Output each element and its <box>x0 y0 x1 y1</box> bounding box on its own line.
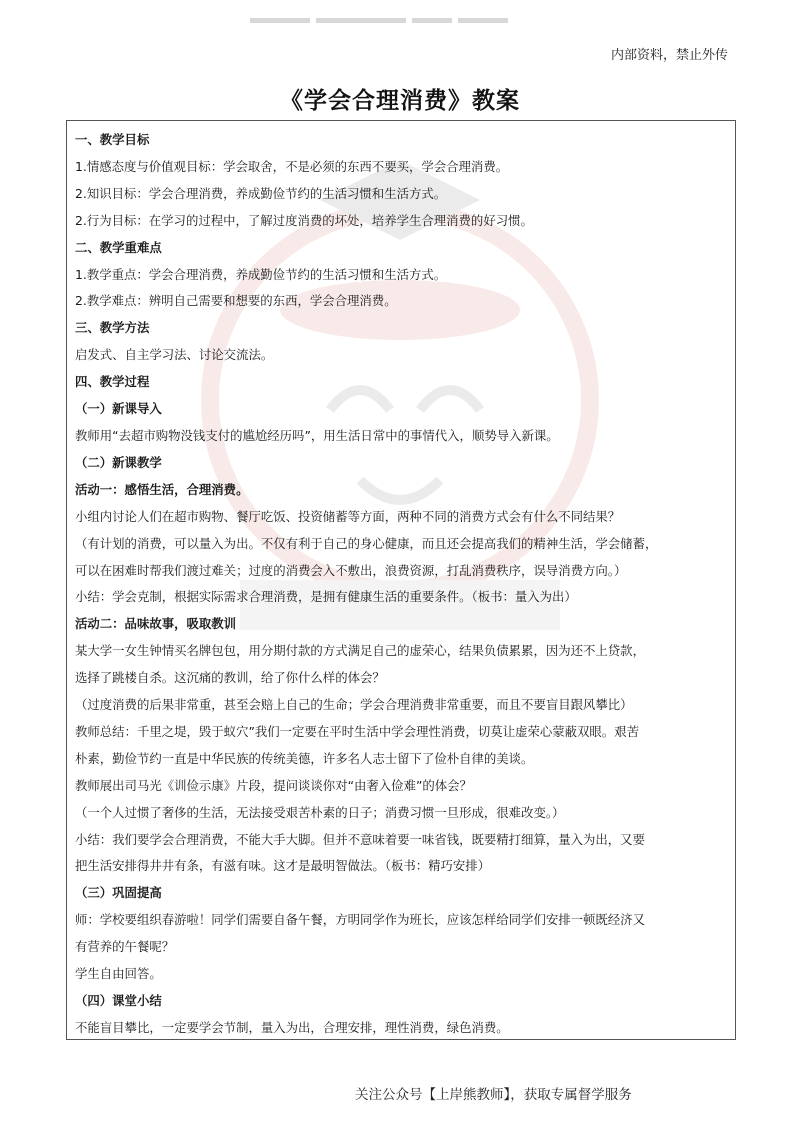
footer-promo: 关注公众号【上岸熊教师】，获取专属督学服务 <box>355 1087 632 1103</box>
body-line: 不能盲目攀比，一定要学会节制，量入为出，合理安排，理性消费，绿色消费。 <box>75 1019 509 1035</box>
body-line: 学生自由回答。 <box>75 966 162 982</box>
body-line: 有营养的午餐呢？ <box>75 939 175 955</box>
body-line: 1.情感态度与价值观目标：学会取舍，不是必须的东西不要买，学会合理消费。 <box>75 158 509 174</box>
body-line: （有计划的消费，可以量入为出。不仅有利于自己的身心健康，而且还会提高我们的精神生活，学会储蓄， <box>75 535 658 551</box>
top-header-strip <box>250 8 550 18</box>
section-heading: 四、教学过程 <box>75 374 150 390</box>
confidential-note: 内部资料，禁止外传 <box>610 48 728 63</box>
body-line: 教师用“去超市购物没钱支付的尴尬经历吗”，用生活日常中的事情代入，顺势导入新课。 <box>75 427 559 443</box>
body-line: 师：学校要组织春游啦！同学们需要自备午餐，方明同学作为班长，应该怎样给同学们安排一顿既经济又 <box>75 912 645 928</box>
body-line: （过度消费的后果非常重，甚至会赔上自己的生命；学会合理消费非常重要，而且不要盲目跟风攀比） <box>75 697 633 713</box>
body-line: 选择了跳楼自杀。这沉痛的教训，给了你什么样的体会？ <box>75 670 385 686</box>
body-line: 2.知识目标：学会合理消费，养成勤俭节约的生活习惯和生活方式。 <box>75 185 447 201</box>
body-line: 可以在困难时帮我们渡过难关；过度的消费会入不敷出，浪费资源，打乱消费秩序，误导消费方向。） <box>75 562 627 578</box>
section-heading: （二）新课教学 <box>75 454 162 470</box>
body-line: 2.行为目标：在学习的过程中，了解过度消费的坏处，培养学生合理消费的好习惯。 <box>75 212 533 228</box>
section-heading: （三）巩固提高 <box>75 885 162 901</box>
section-heading: 活动二：品味故事，吸取教训 <box>75 616 237 632</box>
body-line: 2.教学难点：辨明自己需要和想要的东西，学会合理消费。 <box>75 293 397 309</box>
body-line: 1.教学重点：学会合理消费，养成勤俭节约的生活习惯和生活方式。 <box>75 266 447 282</box>
body-line: 小结：学会克制，根据实际需求合理消费，是拥有健康生活的重要条件。（板书：量入为出） <box>75 589 577 605</box>
section-heading: 二、教学重难点 <box>75 239 162 255</box>
section-heading: 一、教学目标 <box>75 132 150 147</box>
body-line: 小结：我们要学会合理消费，不能大手大脚。但并不意味着要一味省钱，既要精打细算，量入为出，又要 <box>75 831 645 847</box>
lesson-plan-body <box>75 127 730 1042</box>
body-line: 某大学一女生钟情买名牌包包，用分期付款的方式满足自己的虚荣心，结果负债累累，因为还不上贷款， <box>75 643 645 659</box>
section-heading: （四）课堂小结 <box>75 993 162 1008</box>
body-line: （一个人过惯了奢侈的生活，无法接受艰苦朴素的日子；消费习惯一旦形成，很难改变。） <box>75 804 565 820</box>
section-heading: （一）新课导入 <box>75 401 162 417</box>
body-line: 朴素，勤俭节约一直是中华民族的传统美德，许多名人志士留下了俭朴自律的美谈。 <box>75 750 534 766</box>
page-title: 《学会合理消费》教案 <box>280 88 520 114</box>
body-line: 教师展出司马光《训俭示康》片段，提问谈谈你对“由奢入俭难”的体会？ <box>75 777 472 793</box>
section-heading: 三、教学方法 <box>75 320 150 336</box>
section-heading: 活动一：感悟生活，合理消费。 <box>75 481 249 497</box>
body-line: 教师总结：千里之堤，毁于蚁穴”我们一定要在平时生活中学会理性消费，切莫让虚荣心蒙蔽双眼。艰苦 <box>75 723 639 739</box>
body-line: 启发式、自主学习法、讨论交流法。 <box>75 347 274 363</box>
body-line: 小组内讨论人们在超市购物、餐厅吃饭、投资储蓄等方面，两种不同的消费方式会有什么不同结果？ <box>75 508 621 524</box>
body-line: 把生活安排得井井有条，有滋有味。这才是最明智做法。（板书：精巧安排） <box>75 858 491 874</box>
